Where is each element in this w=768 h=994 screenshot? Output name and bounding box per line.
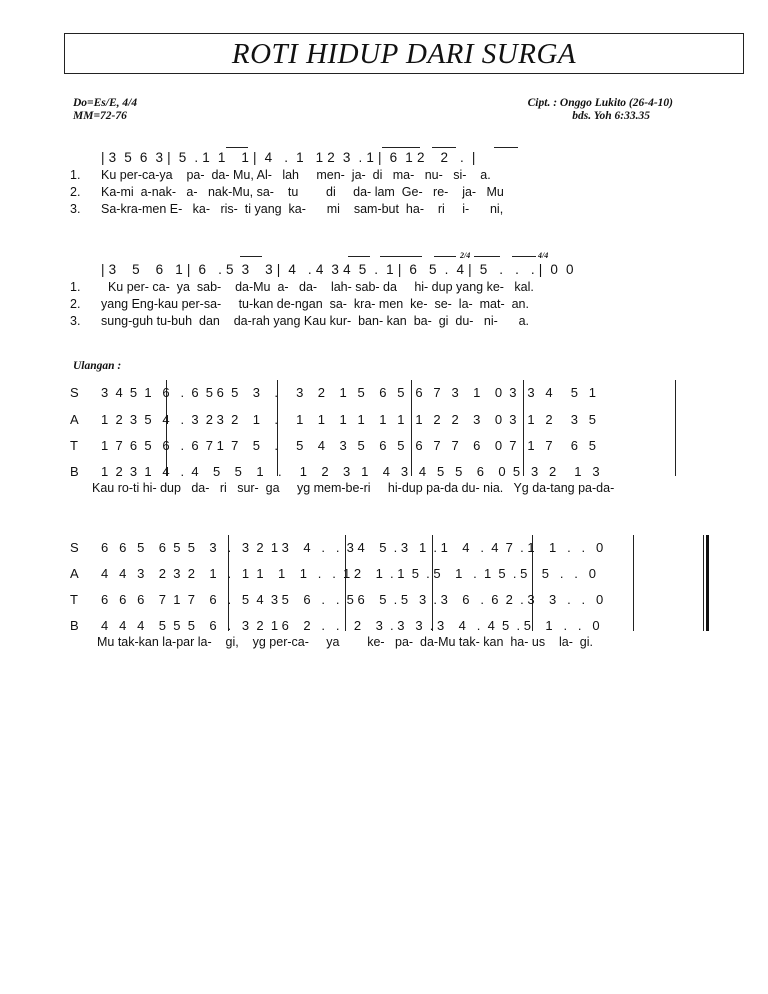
beam [474,256,500,257]
alto-notes: 1 2 3 5 4 . 3 2 3 2 1 . 1 1 1 1 1 1 1 2 2 3 0 3 1 2 3 5 [101,412,596,427]
alto-notes: 4 4 3 2 3 2 1 . 1 1 1 1 . . 1 2 1 . 1 5 . 5 1 . 1 5 . 5 5 . . 0 [101,566,596,581]
verse-line: 2. yang Eng-kau per-sa- tu-kan de-ngan sa- kra- men ke- se- la- mat- an. [70,297,529,311]
voice-label: A [70,412,79,427]
tempo-marking: MM=72-76 [73,110,127,122]
beam [380,256,422,257]
tenor-notes: 6 6 6 7 1 7 6 . 5 4 3 5 6 . . 5 6 5 . 5 3 . 3 6 . 6 2 . 3 3 . . 0 [101,592,604,607]
title-box [64,33,744,74]
verse-line: 3. sung-guh tu-buh dan da-rah yang Kau kur- ban- kan ba- gi du- ni- a. [70,314,530,328]
key-signature: Do=Es/E, 4/4 [73,97,138,109]
final-barline-thin [703,535,704,631]
bass-notes: 1 2 3 1 4 . 4 5 5 1 . 1 2 3 1 4 3 4 5 5 6 0 5 3 2 1 3 [101,464,600,479]
voice-label: S [70,385,79,400]
soprano-notes: 3 4 5 1 6 . 6 5 6 5 3 . 3 2 1 5 6 5 6 7 3 1 0 3 3 4 5 1 [101,385,596,400]
verse-line: 2. Ka-mi a-nak- a- nak-Mu, sa- tu di da- lam Ge- re- ja- Mu [70,185,504,199]
beam [494,147,518,148]
refrain-lyrics-1: Kau ro-ti hi- dup da- ri sur- ga yg mem-be-ri hi-dup pa-da du- nia. Yg da-tang pa-da- [92,481,615,495]
refrain-lyrics-2: Mu tak-kan la-par la- gi, yg per-ca- ya ke- pa- da-Mu tak- kan ha- us la- gi. [97,635,594,649]
barline [633,535,634,631]
melody-notes-1: | 3 5 6 3 | 5 . 1 1 1 | 4 . 1 1 2 3 . 1 | 6 1 2 2 . | [101,150,476,165]
refrain-label: Ulangan : [73,360,122,372]
beam [432,147,456,148]
final-barline-thick [706,535,709,631]
tenor-notes: 1 7 6 5 6 . 6 7 1 7 5 . 5 4 3 5 6 5 6 7 7 6 0 7 1 7 6 5 [101,438,596,453]
song-title: ROTI HIDUP DARI SURGA [231,38,577,70]
voice-label: T [70,592,78,607]
soprano-notes: 6 6 5 6 5 5 3 . 3 2 1 3 4 . . 3 4 5 . 3 1 . 1 4 . 4 7 . 1 1 . . 0 [101,540,604,555]
bass-notes: 4 4 4 5 5 5 6 . 3 2 1 6 2 . . 2 3 . 3 3 . 3 4 . 4 5 . 5 1 . . 0 [101,618,600,633]
barline [675,380,676,476]
verse-line: 1. Ku per-ca-ya pa- da- Mu, Al- lah men- ja- di ma- nu- si- a. [70,168,491,182]
scripture-reference: bds. Yoh 6:33.35 [572,110,650,122]
beam [434,256,456,257]
composer-credit: Cipt. : Onggo Lukito (26-4-10) [527,97,673,109]
beam [240,256,262,257]
verse-line: 3. Sa-kra-men E- ka- ris- ti yang ka- mi sam-but ha- ri i- ni, [70,202,504,216]
voice-label: B [70,464,79,479]
verse-line: 1. Ku per- ca- ya sab- da-Mu a- da- lah- sab- da hi- dup yang ke- kal. [70,280,534,294]
voice-label: B [70,618,79,633]
voice-label: T [70,438,78,453]
voice-label: A [70,566,79,581]
meter-change: 2/4 [460,251,471,260]
melody-notes-2: | 3 5 6 1 | 6 . 5 3 3 | 4 . 4 3 4 5 . 1 | 6 5 . 4 | 5 . . . | 0 0 [101,262,574,277]
meter-change: 4/4 [538,251,549,260]
beam [348,256,370,257]
beam [512,256,536,257]
beam [382,147,420,148]
beam [226,147,248,148]
voice-label: S [70,540,79,555]
